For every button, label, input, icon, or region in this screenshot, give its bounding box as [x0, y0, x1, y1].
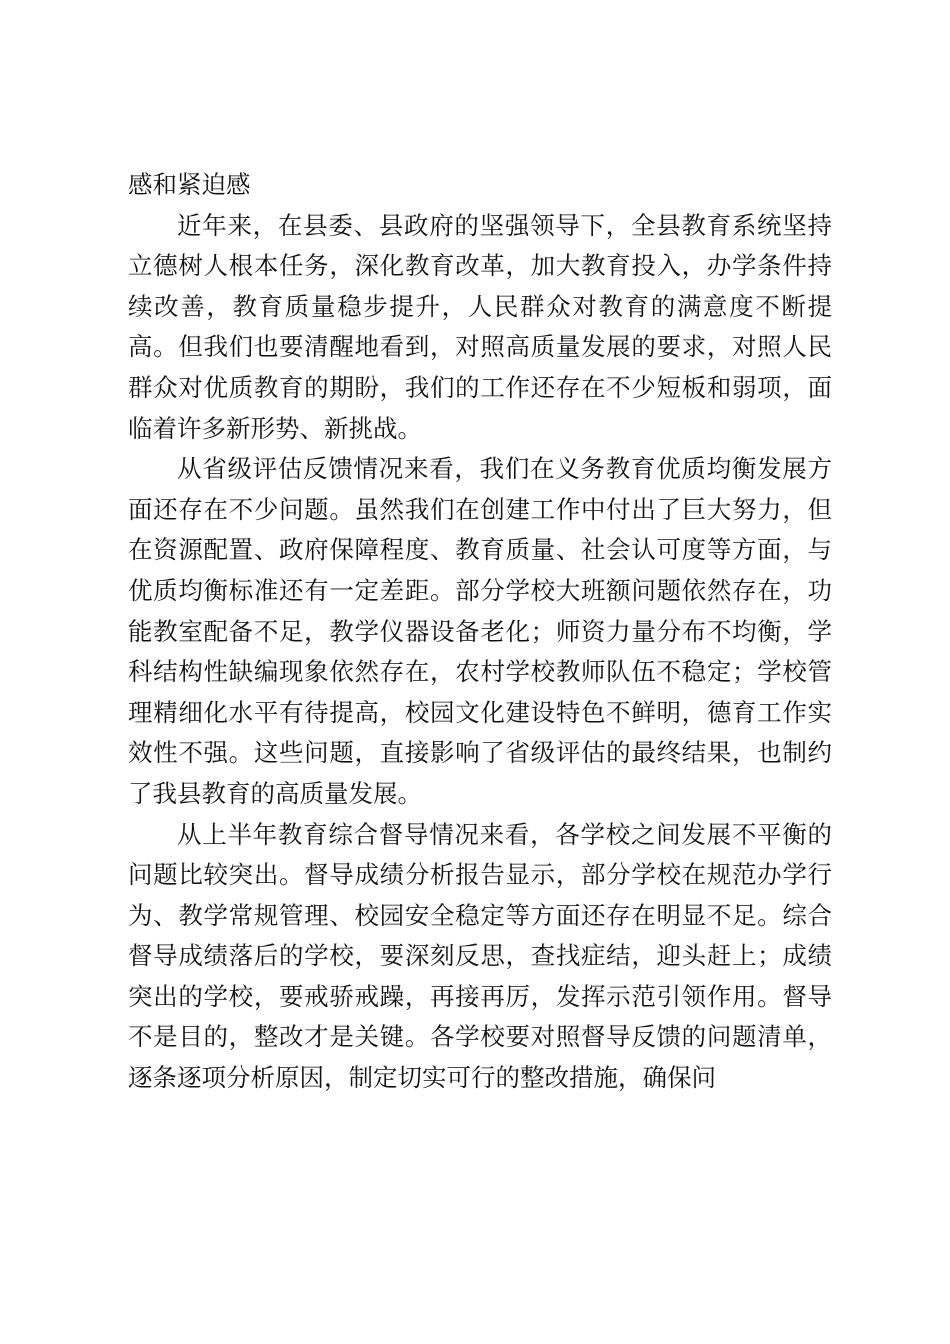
paragraph-2: 近年来，在县委、县政府的坚强领导下，全县教育系统坚持立德树人根本任务，深化教育改革，加大教育投入，办学条件持续改善，教育质量稳步提升，人民群众对教育的满意度不断提高。但我们也要清醒地看到，对照高质量发展的要求，对照人民群众对优质教育的期盼，我们的工作还存在不少短板和弱项，面临着许多新形势、新挑战。: [128, 210, 832, 443]
paragraph-4: 从上半年教育综合督导情况来看，各学校之间发展不平衡的问题比较突出。督导成绩分析报告显示，部分学校在规范办学行为、教学常规管理、校园安全稳定等方面还存在明显不足。综合督导成绩落后的学校，要深刻反思，查找症结，迎头赶上；成绩突出的学校，要戒骄戒躁，再接再厉，发挥示范引领作用。督导不是目的，整改才是关键。各学校要对照督导反馈的问题清单，逐条逐项分析原因，制定切实可行的整改措施，确保问: [128, 819, 832, 1093]
body-text: [128, 165, 832, 1099]
paragraph-3: 从省级评估反馈情况来看，我们在义务教育优质均衡发展方面还存在不少问题。虽然我们在创建工作中付出了巨大努力，但在资源配置、政府保障程度、教育质量、社会认可度等方面，与优质均衡标准还有一定差距。部分学校大班额问题依然存在，功能教室配备不足，教学仪器设备老化；师资力量分布不均衡，学科结构性缺编现象依然存在，农村学校教师队伍不稳定；学校管理精细化水平有待提高，校园文化建设特色不鲜明，德育工作实效性不强。这些问题，直接影响了省级评估的最终结果，也制约了我县教育的高质量发展。: [128, 454, 832, 808]
paragraph-1: 感和紧迫感: [128, 170, 251, 199]
